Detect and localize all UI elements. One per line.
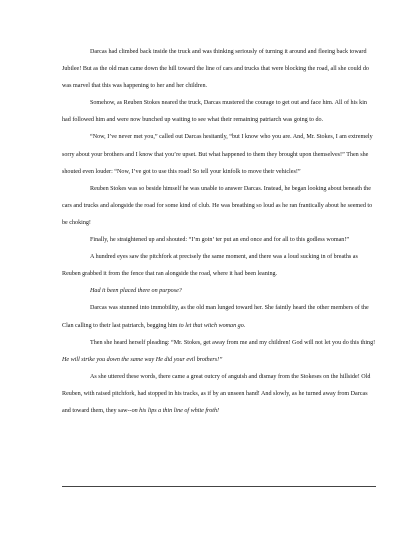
paragraph xyxy=(62,232,376,249)
paragraph xyxy=(62,335,376,369)
footer-divider xyxy=(62,486,376,487)
paragraph-text: Then she heard herself pleading: “Mr. Stokes, get away from me and my children! God will not let you do this thing! xyxy=(90,339,376,346)
italic-text: He will strike you down the same way He did your evil brothers!” xyxy=(62,356,223,363)
paragraph-text: Darcas had climbed back inside the truck and was thinking seriously of turning it around and fleeing back toward Jubilee! But as the old man came down the hill toward the line of cars and trucks that were blocking the road, all she could do was marvel that this was happening to her and her children. xyxy=(62,49,369,90)
paragraph-text: Had it been placed there on purpose? xyxy=(90,288,182,295)
paragraph xyxy=(62,181,376,232)
italic-text: to let that witch woman go. xyxy=(178,322,246,329)
paragraph xyxy=(62,95,376,129)
paragraph xyxy=(62,300,376,334)
italic-paragraph xyxy=(62,283,376,300)
paragraph-text: “Now, I’ve never met you,” called out Darcas hesitantly, “but I know who you are. And, Mr. Stokes, I am extremely sorry about your brothers and I know that you’re upset. But what happened to them they brought upon themselves!” Then she shouted even louder: “Now, I’ve got to use this road! So tell your kinfolk to move their vehicles!” xyxy=(62,134,373,175)
paragraph xyxy=(62,369,376,420)
paragraph xyxy=(62,129,376,180)
paragraph xyxy=(62,249,376,283)
paragraph-text: Finally, he straightened up and shouted: “I’m goin’ ter put an end once and for all to this godless woman!” xyxy=(90,237,350,244)
paragraph xyxy=(62,44,376,95)
italic-text: on his lips a thin line of white froth! xyxy=(131,407,220,414)
paragraph-text: Somehow, as Reuben Stokes neared the truck, Darcas mustered the courage to get out and face him. All of his kin had followed him and were now bunched up waiting to see what their remaining patriarch was going to do. xyxy=(62,100,367,124)
paragraph-text: A hundred eyes saw the pitchfork at precisely the same moment, and there was a loud sucking in of breaths as Reuben grabbed it from the fence that ran alongside the road, where it had been leaning. xyxy=(62,254,358,278)
paragraph-text: Darcas was stunned into immobility, as the old man lunged toward her. She faintly heard the other members of the Clan calling to their last patriarch, begging him xyxy=(62,305,369,329)
paragraph-text: Reuben Stokes was so beside himself he was unable to answer Darcas. Instead, he began looking about beneath the cars and trucks and alongside the road for some kind of club. He was breathing so loud as he ran frantically about he seemed to be choking! xyxy=(62,185,373,226)
body-text xyxy=(62,44,376,420)
paragraph-text: As she uttered these words, there came a great outcry of anguish and dismay from the Stokeses on the hillside! Old Reuben, with raised pitchfork, had stopped in his tracks, as if by an unseen hand! And slowly, as he turned away from Darcas and toward them, they saw-- xyxy=(62,373,371,414)
